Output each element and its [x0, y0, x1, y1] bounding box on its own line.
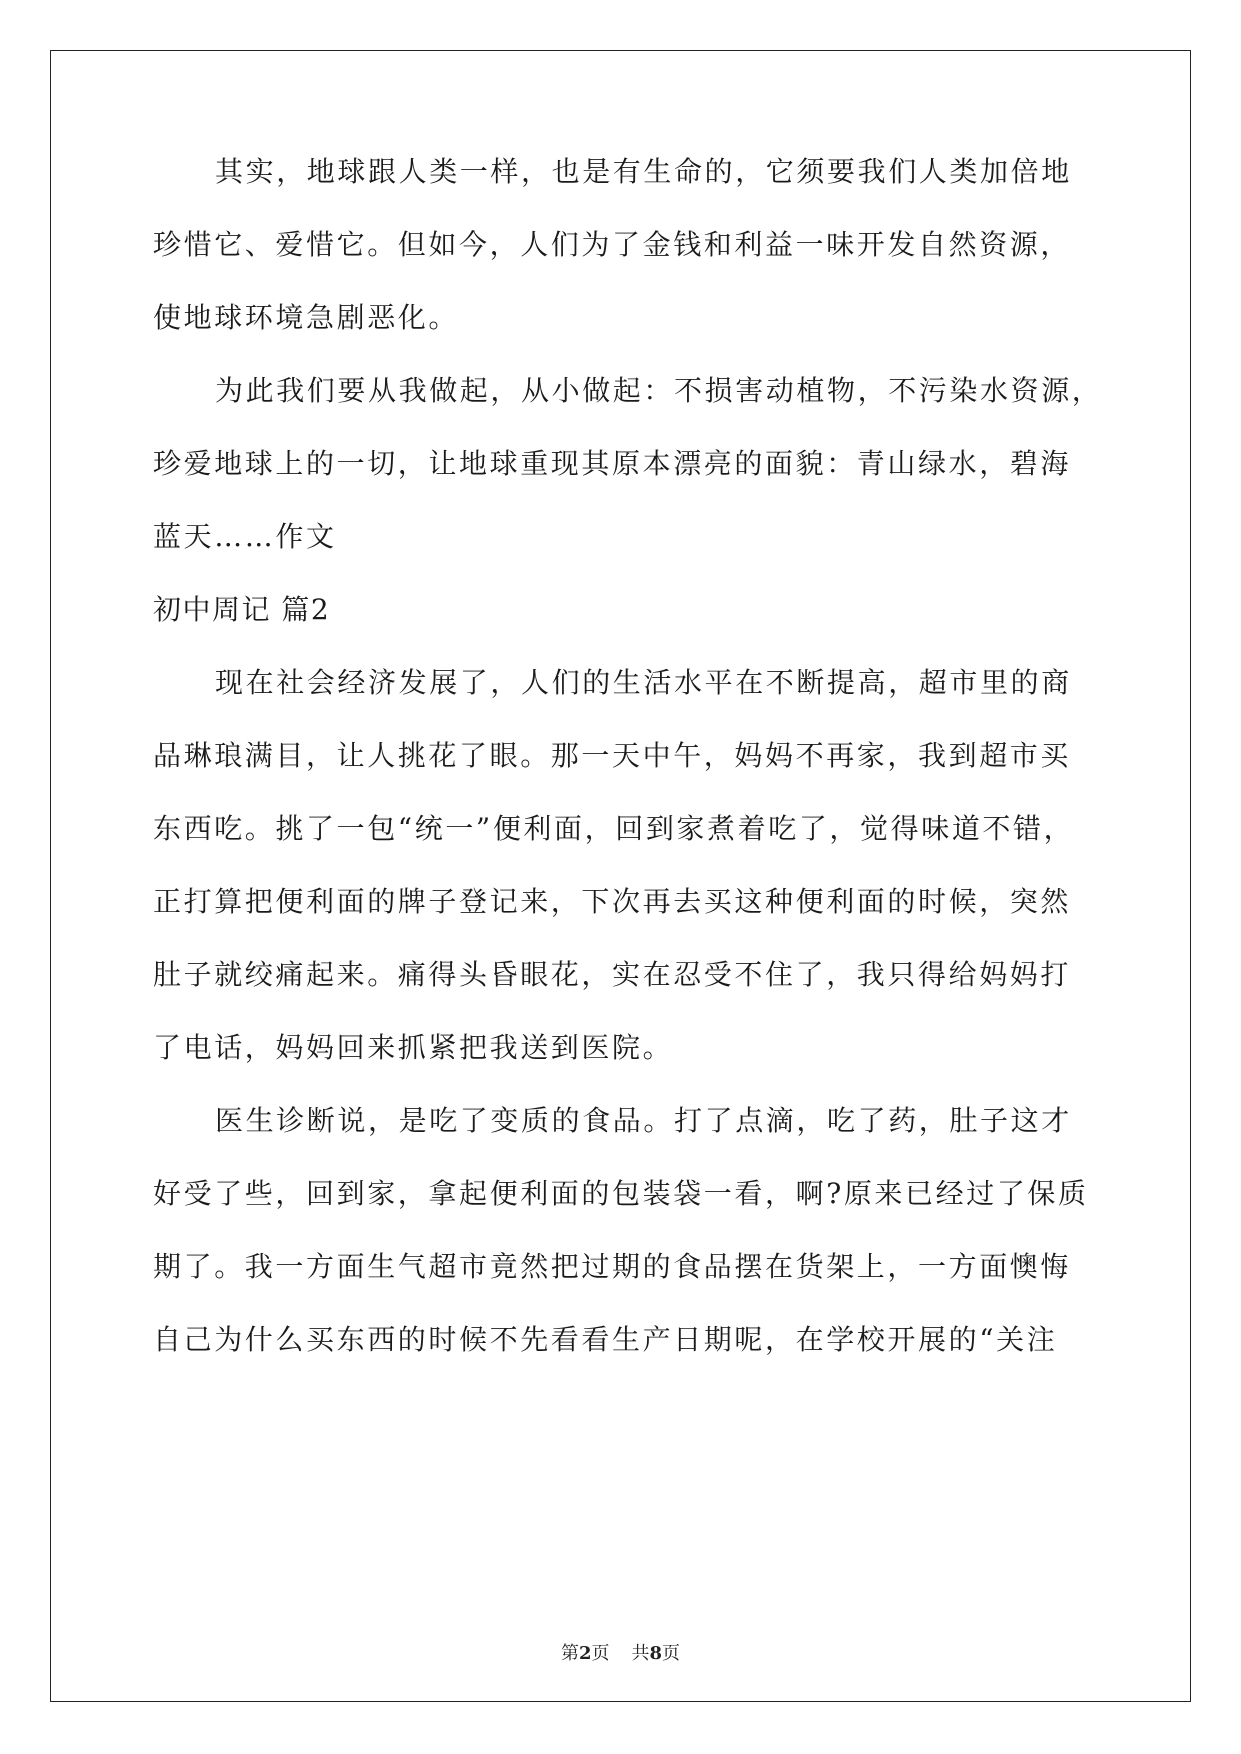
footer-page-prefix: 第 — [560, 1643, 579, 1664]
paragraph-4-line-4: 自己为什么买东西的时候不先看看生产日期呢，在学校开展的“关注 — [153, 1323, 1058, 1356]
footer-page-suffix: 页 — [591, 1643, 610, 1664]
paragraph-1-line-3: 使地球环境急剧恶化。 — [153, 301, 460, 334]
footer-total-suffix: 页 — [662, 1643, 681, 1664]
paragraph-2-line-2: 珍爱地球上的一切，让地球重现其原本漂亮的面貌：青山绿水，碧海 — [153, 447, 1072, 480]
page-footer — [0, 1642, 1241, 1666]
paragraph-1-line-2: 珍惜它、爱惜它。但如今，人们为了金钱和利益一味开发自然资源， — [153, 228, 1072, 261]
paragraph-3-line-3: 东西吃。挑了一包“统一”便利面，回到家煮着吃了，觉得味道不错， — [153, 812, 1075, 845]
paragraph-3-line-2: 品琳琅满目，让人挑花了眼。那一天中午，妈妈不再家，我到超市买 — [153, 739, 1072, 772]
paragraph-4-line-1: 医生诊断说，是吃了变质的食品。打了点滴，吃了药，肚子这才 — [215, 1104, 1072, 1137]
section-heading: 初中周记 篇2 — [153, 593, 331, 626]
paragraph-4-line-2: 好受了些，回到家，拿起便利面的包装袋一看，啊?原来已经过了保质 — [153, 1177, 1089, 1210]
footer-current-page: 2 — [578, 1643, 592, 1664]
footer-total-prefix: 共 — [631, 1643, 650, 1664]
paragraph-3-line-6: 了电话，妈妈回来抓紧把我送到医院。 — [153, 1031, 674, 1064]
paragraph-3-line-1: 现在社会经济发展了，人们的生活水平在不断提高，超市里的商 — [215, 666, 1072, 699]
paragraph-2-line-3: 蓝天……作文 — [153, 520, 337, 553]
footer-total-pages: 8 — [649, 1643, 663, 1664]
paragraph-4-line-3: 期了。我一方面生气超市竟然把过期的食品摆在货架上，一方面懊悔 — [153, 1250, 1072, 1283]
paragraph-3-line-5: 肚子就绞痛起来。痛得头昏眼花，实在忍受不住了，我只得给妈妈打 — [153, 958, 1072, 991]
paragraph-2-line-1: 为此我们要从我做起，从小做起：不损害动植物，不污染水资源， — [215, 374, 1103, 407]
paragraph-3-line-4: 正打算把便利面的牌子登记来，下次再去买这种便利面的时候，突然 — [153, 885, 1072, 918]
paragraph-1-line-1: 其实，地球跟人类一样，也是有生命的，它须要我们人类加倍地 — [215, 155, 1072, 188]
